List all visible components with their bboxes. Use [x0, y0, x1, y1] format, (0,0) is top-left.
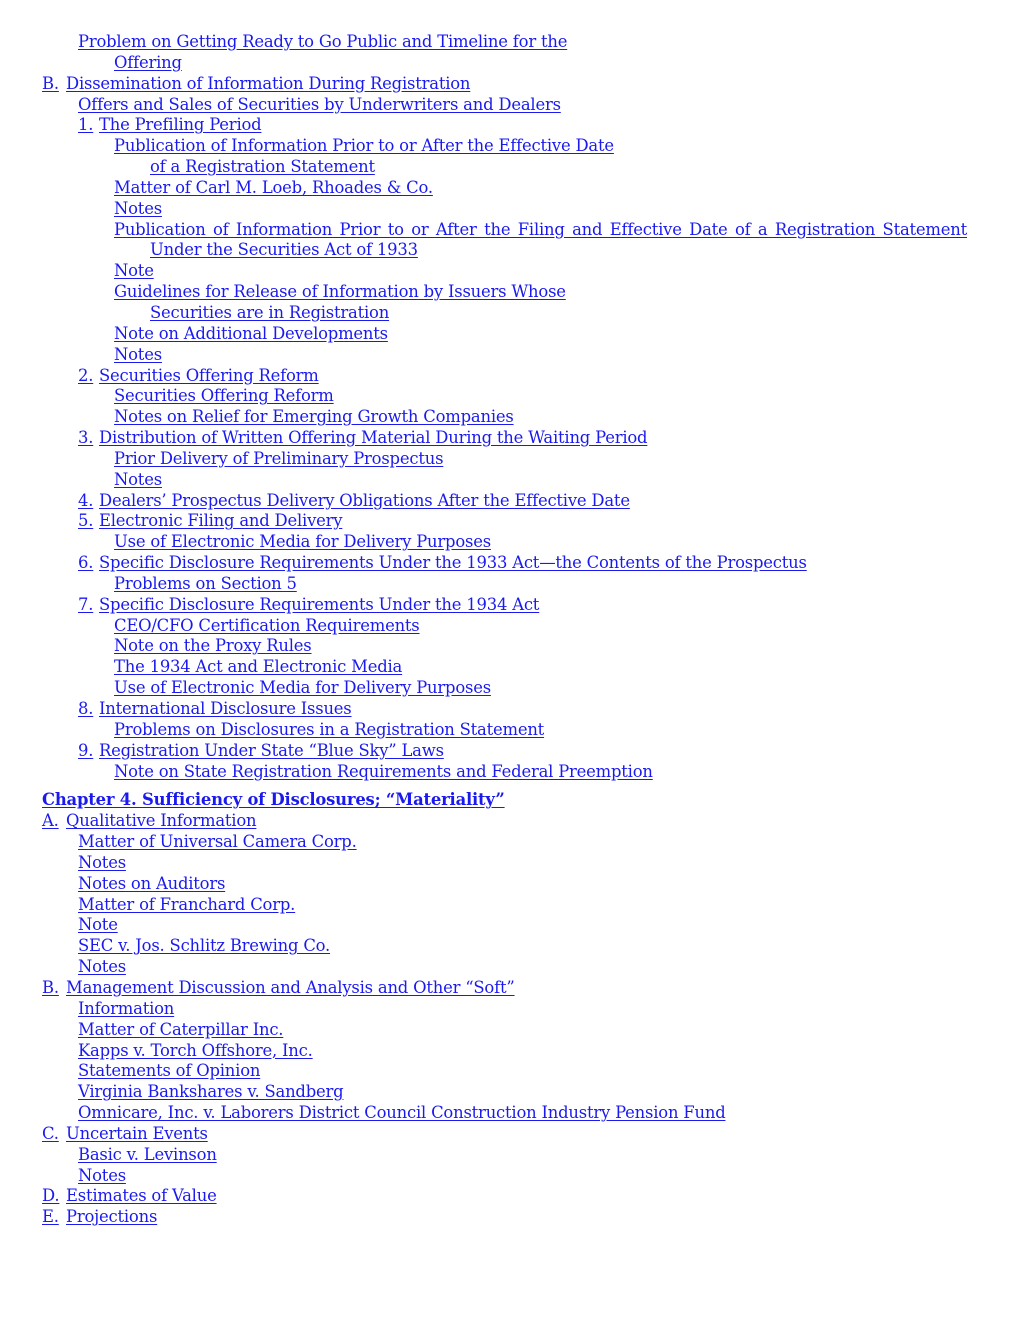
toc-entry-link[interactable]: The 1934 Act and Electronic Media [114, 657, 403, 677]
toc-entry-link[interactable]: Notes on Relief for Emerging Growth Companies [114, 407, 514, 427]
toc-entry [0, 199, 1020, 220]
toc-entry [0, 616, 1020, 637]
toc-entry [0, 449, 1020, 470]
toc-entry-number-link[interactable]: C. [42, 1123, 59, 1143]
toc-entry-link[interactable]: Virginia Bankshares v. Sandberg [78, 1082, 344, 1102]
toc-entry [0, 74, 1020, 95]
toc-entry-link[interactable]: Statements of Opinion [78, 1061, 261, 1081]
toc-entry [0, 491, 1020, 512]
toc-entry [0, 366, 1020, 387]
toc-entry [0, 240, 1020, 261]
toc-entry-number-link[interactable]: A. [42, 811, 59, 831]
toc-entry-link[interactable]: Uncertain Events [66, 1123, 208, 1143]
toc-entry [0, 1166, 1020, 1187]
toc-entry-number-link[interactable]: B. [42, 977, 59, 997]
toc-entry-link[interactable]: Notes [78, 1165, 126, 1185]
toc-entry [0, 261, 1020, 282]
toc-entry-link[interactable]: Specific Disclosure Requirements Under the 1933 Act—the Contents of the Prospectus [99, 553, 807, 573]
toc-entry [0, 1020, 1020, 1041]
toc-entry [0, 157, 1020, 178]
chapter-heading-link[interactable]: Chapter 4. Sufficiency of Disclosures; “Materiality” [42, 790, 505, 810]
toc-entry [0, 999, 1020, 1020]
toc-entry [0, 407, 1020, 428]
toc-entry [0, 470, 1020, 491]
toc-entry [0, 345, 1020, 366]
toc-entry-link[interactable]: Problems on Section 5 [114, 573, 297, 593]
toc-entry [0, 874, 1020, 895]
toc-entry [0, 811, 1020, 832]
toc-entry [0, 699, 1020, 720]
toc-entry [0, 553, 1020, 574]
toc-entry-link[interactable]: Distribution of Written Offering Material During the Waiting Period [99, 428, 648, 448]
toc-entry-link[interactable]: Omnicare, Inc. v. Laborers District Council Construction Industry Pension Fund [78, 1103, 726, 1123]
toc-entry [0, 915, 1020, 936]
toc-entry [0, 220, 1020, 241]
toc-entry-link[interactable]: Dealers’ Prospectus Delivery Obligations After the Effective Date [99, 490, 630, 510]
toc-entry-link[interactable]: Notes [114, 469, 162, 489]
toc-entry [0, 978, 1020, 999]
chapter-heading [0, 790, 1020, 811]
toc-entry-link[interactable]: Offers and Sales of Securities by Underwriters and Dealers [78, 94, 561, 114]
toc-entry-number-link[interactable]: 3. [78, 428, 94, 448]
toc-entry-link[interactable]: Problem on Getting Ready to Go Public and Timeline for the [78, 32, 568, 51]
toc-entry [0, 178, 1020, 199]
toc-entry-number-link[interactable]: E. [42, 1207, 59, 1227]
toc-entry-link[interactable]: The Prefiling Period [99, 115, 262, 135]
toc-entry-link[interactable]: Note [78, 915, 118, 935]
toc-entry-link[interactable]: Problems on Disclosures in a Registration Statement [114, 719, 545, 739]
toc-entry-link[interactable]: Electronic Filing and Delivery [99, 511, 343, 531]
toc-entry-link[interactable]: Securities are in Registration [150, 302, 390, 322]
toc-entry [0, 1124, 1020, 1145]
toc-entry-link[interactable]: Publication of Information Prior to or After the Filing and Effective Date of a Registration Statement [114, 219, 967, 239]
toc-entry-link[interactable]: Specific Disclosure Requirements Under the 1934 Act [99, 594, 540, 614]
toc-entry [0, 936, 1020, 957]
toc-entry-link[interactable]: Use of Electronic Media for Delivery Purposes [114, 532, 491, 552]
toc-entry [0, 853, 1020, 874]
toc-entry-link[interactable]: Note on State Registration Requirements and Federal Preemption [114, 761, 653, 781]
toc-entry [0, 832, 1020, 853]
toc-entry-number-link[interactable]: D. [42, 1186, 60, 1206]
toc-entry-link[interactable]: Note on the Proxy Rules [114, 636, 312, 656]
toc-entry-link[interactable]: Use of Electronic Media for Delivery Purposes [114, 678, 491, 698]
toc-entry [0, 53, 1020, 74]
toc-entry [0, 303, 1020, 324]
toc-entry [0, 324, 1020, 345]
toc-entry-link[interactable]: Dissemination of Information During Registration [66, 73, 471, 93]
toc-entry-link[interactable]: Securities Offering Reform [114, 386, 334, 406]
table-of-contents [0, 32, 1020, 1228]
toc-entry [0, 1061, 1020, 1082]
toc-entry [0, 895, 1020, 916]
toc-entry [0, 532, 1020, 553]
toc-entry-number-link[interactable]: B. [42, 73, 59, 93]
toc-entry [0, 115, 1020, 136]
toc-entry-link[interactable]: Matter of Caterpillar Inc. [78, 1019, 284, 1039]
toc-entry-link[interactable]: International Disclosure Issues [99, 699, 352, 718]
toc-entry-link[interactable]: Matter of Carl M. Loeb, Rhoades & Co. [114, 177, 433, 197]
toc-entry-link[interactable]: Notes on Auditors [78, 873, 226, 893]
toc-entry-link[interactable]: Qualitative Information [66, 811, 257, 831]
toc-entry [0, 1186, 1020, 1207]
toc-entry [0, 282, 1020, 303]
toc-entry-number-link[interactable]: 1. [78, 115, 94, 135]
toc-entry-link[interactable]: Under the Securities Act of 1933 [150, 240, 418, 260]
toc-entry [0, 511, 1020, 532]
toc-entry [0, 1207, 1020, 1228]
toc-entry-link[interactable]: Publication of Information Prior to or After the Effective Date [114, 136, 614, 156]
toc-entry-link[interactable]: Notes [114, 344, 162, 364]
toc-entry-link[interactable]: Note [114, 261, 154, 281]
toc-entry-link[interactable]: Estimates of Value [66, 1186, 217, 1206]
toc-entry [0, 428, 1020, 449]
toc-entry [0, 574, 1020, 595]
toc-entry [0, 957, 1020, 978]
toc-entry-link[interactable]: Notes [78, 957, 126, 977]
toc-entry-number-link[interactable]: 7. [78, 594, 94, 614]
toc-entry-link[interactable]: Matter of Universal Camera Corp. [78, 832, 357, 852]
toc-entry-link[interactable]: Notes [78, 852, 126, 872]
toc-entry [0, 32, 1020, 53]
toc-entry-link[interactable]: Prior Delivery of Preliminary Prospectus [114, 448, 444, 468]
toc-entry [0, 636, 1020, 657]
toc-entry-link[interactable]: Note on Additional Developments [114, 323, 388, 343]
toc-entry-link[interactable]: Projections [66, 1207, 158, 1227]
toc-entry [0, 595, 1020, 616]
toc-entry [0, 1145, 1020, 1166]
toc-entry-number-link[interactable]: 5. [78, 511, 94, 531]
toc-entry [0, 678, 1020, 699]
toc-entry-link[interactable]: Registration Under State “Blue Sky” Laws [99, 740, 444, 760]
toc-entry [0, 1103, 1020, 1124]
toc-entry-link[interactable]: of a Registration Statement [150, 157, 375, 177]
toc-entry-link[interactable]: Offering [114, 52, 182, 72]
toc-entry-link[interactable]: Management Discussion and Analysis and Other “Soft” [66, 977, 515, 997]
toc-entry-number-link[interactable]: 6. [78, 553, 94, 573]
toc-entry [0, 95, 1020, 116]
toc-entry [0, 1082, 1020, 1103]
toc-entry-link[interactable]: Kapps v. Torch Offshore, Inc. [78, 1040, 313, 1060]
toc-entry-link[interactable]: Basic v. Levinson [78, 1144, 217, 1164]
toc-entry-number-link[interactable]: 2. [78, 365, 94, 385]
toc-entry [0, 386, 1020, 407]
toc-entry-number-link[interactable]: 9. [78, 740, 94, 760]
toc-entry [0, 1041, 1020, 1062]
toc-entry [0, 741, 1020, 762]
toc-entry-link[interactable]: CEO/CFO Certification Requirements [114, 615, 420, 635]
toc-entry-link[interactable]: Notes [114, 198, 162, 218]
toc-entry [0, 136, 1020, 157]
toc-entry-link[interactable]: Matter of Franchard Corp. [78, 894, 296, 914]
toc-entry-link[interactable]: Guidelines for Release of Information by Issuers Whose [114, 282, 566, 302]
toc-entry [0, 657, 1020, 678]
toc-entry-number-link[interactable]: 4. [78, 490, 94, 510]
toc-entry-link[interactable]: Securities Offering Reform [99, 365, 319, 385]
toc-entry [0, 762, 1020, 783]
toc-entry-number-link[interactable]: 8. [78, 699, 94, 718]
toc-entry [0, 720, 1020, 741]
toc-entry-link[interactable]: SEC v. Jos. Schlitz Brewing Co. [78, 936, 331, 956]
toc-entry-link[interactable]: Information [78, 998, 175, 1018]
